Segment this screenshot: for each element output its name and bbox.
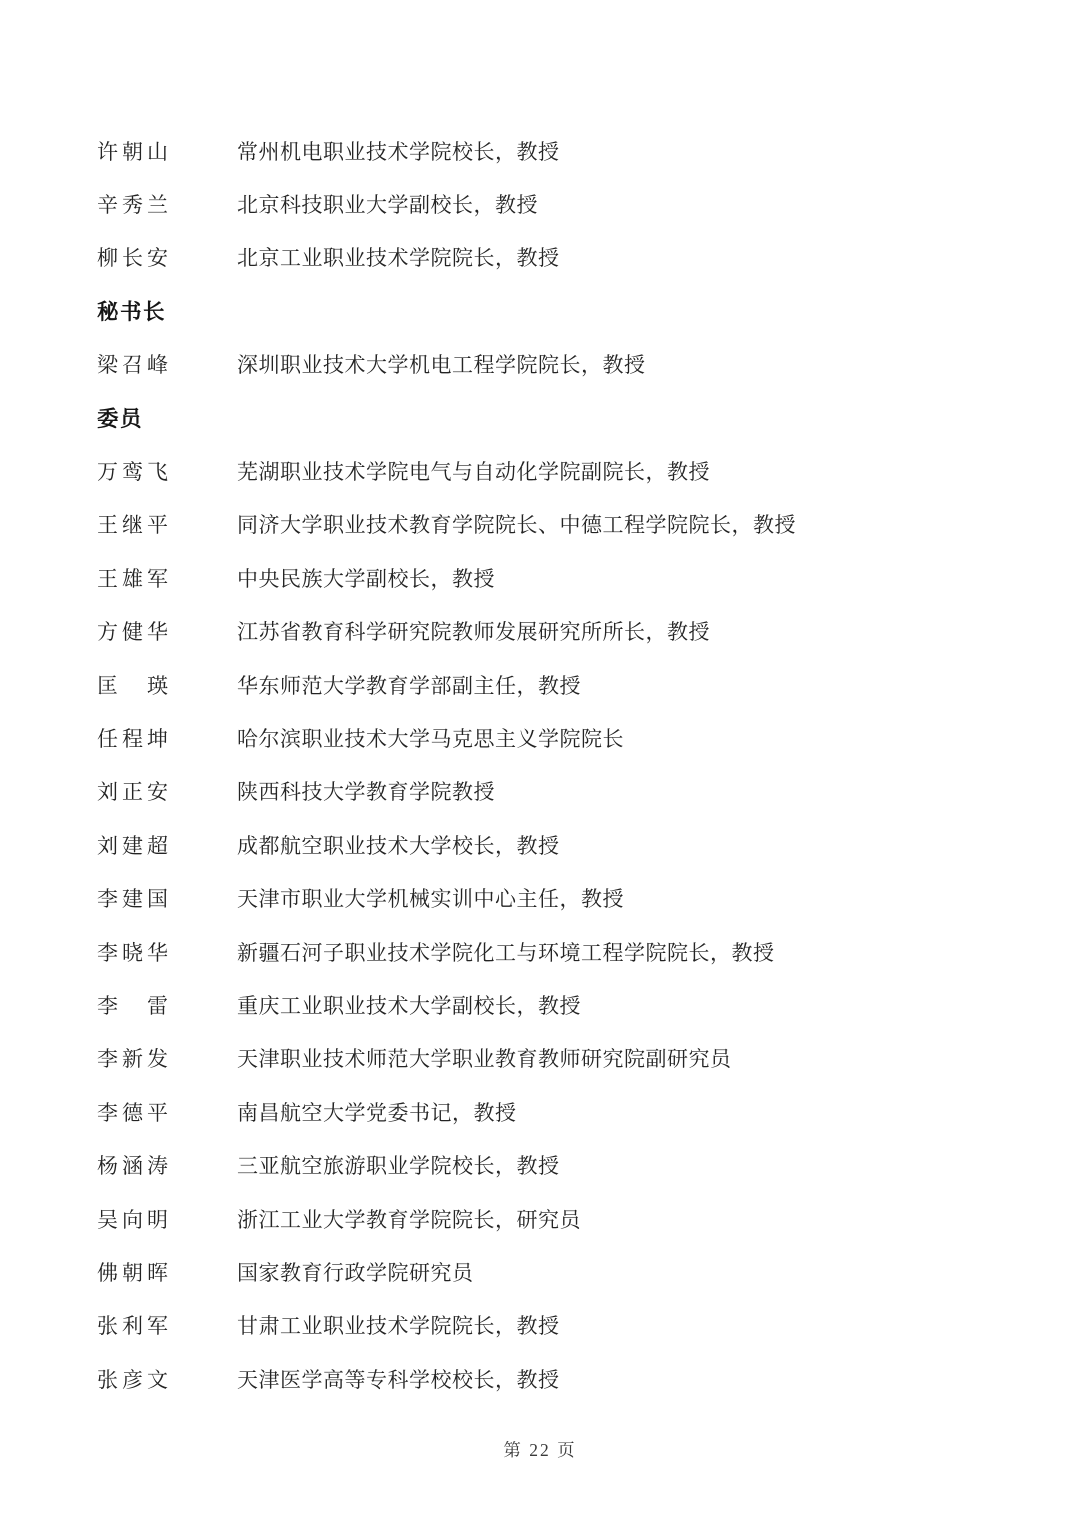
member-row <box>97 765 1040 818</box>
member-row <box>97 711 1040 764</box>
member-row <box>97 177 1040 230</box>
member-name: 李德平 <box>97 1100 172 1125</box>
member-title: 南昌航空大学党委书记，教授 <box>237 1100 517 1125</box>
member-title: 新疆石河子职业技术学院化工与环境工程学院院长，教授 <box>237 940 775 965</box>
section-heading-label: 秘书长 <box>97 300 167 325</box>
member-title: 江苏省教育科学研究院教师发展研究所所长，教授 <box>237 620 710 645</box>
member-title: 哈尔滨职业技术大学马克思主义学院院长 <box>237 726 624 751</box>
member-row <box>97 871 1040 924</box>
member-row <box>97 1299 1040 1352</box>
member-name: 许朝山 <box>97 139 172 164</box>
member-name: 张彦文 <box>97 1367 172 1392</box>
member-title: 国家教育行政学院研究员 <box>237 1260 474 1285</box>
member-title: 成都航空职业技术大学校长，教授 <box>237 833 560 858</box>
section-heading-label: 委员 <box>97 407 144 432</box>
member-row <box>97 1032 1040 1085</box>
member-row <box>97 818 1040 871</box>
member-title: 北京工业职业技术学院院长，教授 <box>237 246 560 271</box>
member-row <box>97 925 1040 978</box>
member-title: 甘肃工业职业技术学院院长，教授 <box>237 1314 560 1339</box>
member-title: 陕西科技大学教育学院教授 <box>237 780 495 805</box>
member-name: 刘正安 <box>97 780 172 805</box>
section-heading-secretary-general <box>97 284 1040 337</box>
member-name: 李晓华 <box>97 940 172 965</box>
member-row <box>97 338 1040 391</box>
committee-member-list <box>97 124 1040 1405</box>
member-name: 王雄军 <box>97 566 172 591</box>
member-name: 李 雷 <box>97 993 172 1018</box>
member-name: 梁召峰 <box>97 353 172 378</box>
member-title: 重庆工业职业技术大学副校长，教授 <box>237 993 581 1018</box>
member-name: 李新发 <box>97 1047 172 1072</box>
member-title: 同济大学职业技术教育学院院长、中德工程学院院长，教授 <box>237 513 796 538</box>
member-title: 北京科技职业大学副校长，教授 <box>237 193 538 218</box>
member-title: 华东师范大学教育学部副主任，教授 <box>237 673 581 698</box>
member-name: 张利军 <box>97 1314 172 1339</box>
member-title: 天津医学高等专科学校校长，教授 <box>237 1367 560 1392</box>
member-name: 王继平 <box>97 513 172 538</box>
member-title: 天津市职业大学机械实训中心主任，教授 <box>237 887 624 912</box>
member-name: 万鸾飞 <box>97 460 172 485</box>
member-row <box>97 1352 1040 1405</box>
page-number: 第 22 页 <box>503 1440 577 1460</box>
member-name: 辛秀兰 <box>97 193 172 218</box>
member-row <box>97 1192 1040 1245</box>
member-title: 三亚航空旅游职业学院校长，教授 <box>237 1154 560 1179</box>
member-title: 常州机电职业技术学院校长，教授 <box>237 139 560 164</box>
member-row <box>97 1138 1040 1191</box>
member-row <box>97 658 1040 711</box>
member-name: 匡 瑛 <box>97 673 172 698</box>
member-name: 杨涵涛 <box>97 1154 172 1179</box>
member-row <box>97 444 1040 497</box>
member-row <box>97 1085 1040 1138</box>
member-name: 柳长安 <box>97 246 172 271</box>
member-row <box>97 124 1040 177</box>
member-name: 刘建超 <box>97 833 172 858</box>
member-row <box>97 498 1040 551</box>
section-heading-members <box>97 391 1040 444</box>
member-title: 深圳职业技术大学机电工程学院院长，教授 <box>237 353 646 378</box>
member-name: 李建国 <box>97 887 172 912</box>
member-title: 芜湖职业技术学院电气与自动化学院副院长，教授 <box>237 460 710 485</box>
member-name: 任程坤 <box>97 726 172 751</box>
member-name: 方健华 <box>97 620 172 645</box>
member-title: 天津职业技术师范大学职业教育教师研究院副研究员 <box>237 1047 732 1072</box>
member-row <box>97 231 1040 284</box>
member-title: 浙江工业大学教育学院院长，研究员 <box>237 1207 581 1232</box>
member-row <box>97 551 1040 604</box>
member-name: 佛朝晖 <box>97 1260 172 1285</box>
member-title: 中央民族大学副校长，教授 <box>237 566 495 591</box>
member-row <box>97 605 1040 658</box>
member-row <box>97 978 1040 1031</box>
member-name: 吴向明 <box>97 1207 172 1232</box>
member-row <box>97 1245 1040 1298</box>
